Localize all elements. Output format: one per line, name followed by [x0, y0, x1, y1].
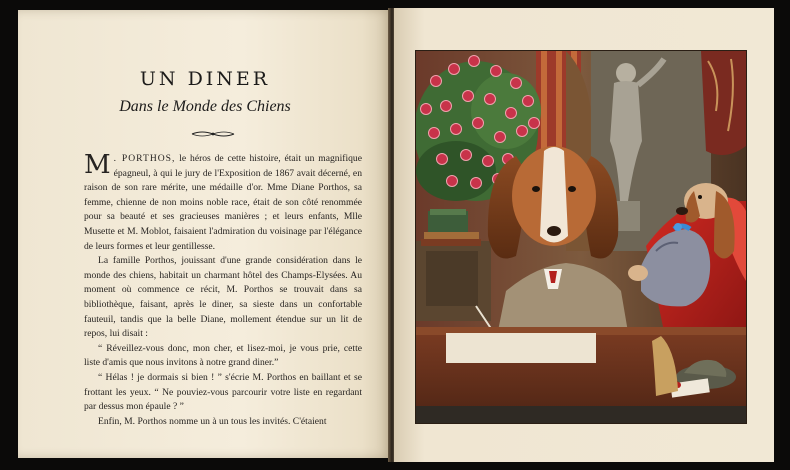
paragraph-4: “ Hélas ! je dormais si bien ! ” s'écrie M. Porthos en baillant et se frottant les yeux. “ Ne pouviez-vous parcourir votre liste en regardant par dessus mon épaule ? ”	[84, 371, 362, 413]
flower-blossom	[491, 66, 502, 77]
page-subtitle: Dans le Monde des Chiens	[119, 98, 291, 115]
flower-blossom	[447, 176, 458, 187]
hero-name: . PORTHOS,	[113, 153, 176, 164]
paragraph-1	[84, 152, 362, 254]
paragraph-2: La famille Porthos, jouissant d'une grande considération dans le monde des chiens, habitait un charmant hôtel des Champs-Elysées. Au moment où commence ce récit, M. Porthos se trouvait dans sa bibliothèque, faisant, après le diner, sa sieste dans un confortable fauteuil, tandis que la belle Diane, mollement étendue sur un lit de repos, lui disait :	[84, 255, 362, 340]
left-page	[18, 10, 392, 458]
flower-blossom	[451, 124, 462, 135]
flower-blossom	[431, 76, 442, 87]
flower-blossom	[421, 104, 432, 115]
flower-blossom	[506, 108, 517, 119]
flower-blossom	[485, 94, 496, 105]
paragraph-1-text: le héros de cette histoire, était un magnifique épagneul, à qui le jury de l'Exposition de 1867 avait décerné, en raison de son rare mérite, une médaille d'or. Mme Diane Porthos, sa femme, chienne de non moins noble race, était de son côté renommée pour sa beauté et ses gracieuses manières ; et leurs enfants, Mlle Musette et M. Moblot, faisaient l'admiration du voisinage par l'élégance de leurs formes et leur gentillesse.	[84, 153, 362, 252]
story-text	[84, 152, 362, 429]
flower-blossom	[523, 96, 534, 107]
flower-blossom	[461, 150, 472, 161]
wall-tapestry	[701, 51, 746, 155]
flower-blossom	[437, 154, 448, 165]
flower-blossom	[473, 118, 484, 129]
paragraph-3: “ Réveillez-vous donc, mon cher, et lisez-moi, je vous prie, cette liste d'amis que nous invitons à notre grand diner.”	[84, 342, 362, 369]
flower-blossom	[441, 101, 452, 112]
page-title: UN DINER	[139, 68, 271, 90]
paragraph-5: Enfin, M. Porthos nomme un à un tous les invités. C'étaient	[98, 415, 327, 427]
flower-blossom	[529, 118, 540, 129]
drop-cap: M	[84, 150, 111, 180]
flower-blossom	[483, 156, 494, 167]
flower-blossom	[463, 91, 474, 102]
guest-list-paper	[446, 333, 596, 363]
flower-blossom	[495, 132, 506, 143]
books-on-stand	[421, 232, 481, 306]
flower-blossom	[469, 56, 480, 67]
two-spaniels-in-library-illustration	[416, 51, 746, 423]
flower-blossom	[517, 126, 528, 137]
flower-blossom	[449, 64, 460, 75]
flower-blossom	[471, 178, 482, 189]
flower-blossom	[511, 78, 522, 89]
flower-blossom	[429, 128, 440, 139]
ornament-divider-icon	[190, 130, 236, 138]
